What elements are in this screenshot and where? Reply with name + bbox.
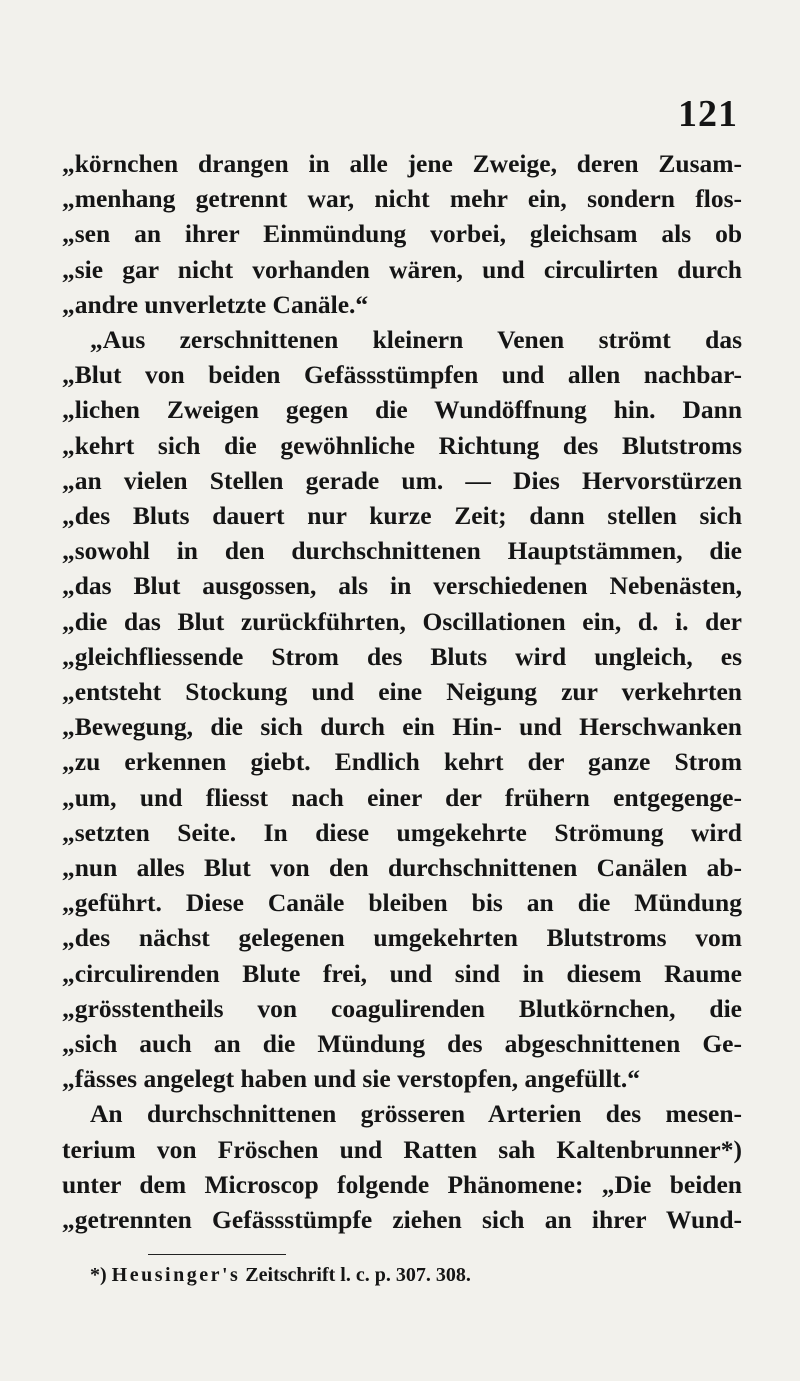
text-line: „des nächst gelegenen umgekehrten Blutstroms vom	[62, 923, 742, 953]
paragraph-start-line: An durchschnittenen grösseren Arterien des mesen-	[90, 1099, 742, 1129]
text-line: „körnchen drangen in alle jene Zweige, deren Zusam-	[62, 149, 742, 178]
text-line: „geführt. Diese Canäle bleiben bis an die Mündung	[62, 888, 742, 918]
body-text	[62, 146, 742, 1237]
footnote-divider	[148, 1254, 286, 1255]
text-line: unter dem Microscop folgende Phänomene: „Die beiden	[62, 1169, 742, 1199]
text-line: „die das Blut zurückführten, Oscillationen ein, d. i. der	[62, 606, 742, 636]
text-line: „sich auch an die Mündung des abgeschnittenen Ge-	[62, 1029, 742, 1059]
text-line: „sen an ihrer Einmündung vorbei, gleichsam als ob	[62, 219, 742, 249]
footnote-text: Zeitschrift l. c. p. 307. 308.	[245, 1264, 471, 1286]
page-number: 121	[678, 93, 738, 135]
text-line: „entsteht Stockung und eine Neigung zur verkehrten	[62, 677, 742, 707]
footnote-author: Heusinger's	[111, 1264, 241, 1286]
text-line: „menhang getrennt war, nicht mehr ein, sondern flos-	[62, 184, 742, 214]
text-line: „gleichfliessende Strom des Bluts wird ungleich, es	[62, 641, 742, 671]
footnote	[90, 1264, 471, 1287]
text-line: „zu erkennen giebt. Endlich kehrt der ganze Strom	[62, 747, 742, 777]
text-line: „sie gar nicht vorhanden wären, und circulirten durch	[62, 254, 742, 284]
text-line: „lichen Zweigen gegen die Wundöffnung hin. Dann	[62, 395, 742, 425]
text-line: „des Bluts dauert nur kurze Zeit; dann stellen sich	[62, 501, 742, 531]
text-line: „sowohl in den durchschnittenen Hauptstämmen, die	[62, 536, 742, 566]
text-line: „setzten Seite. In diese umgekehrte Strömung wird	[62, 817, 742, 847]
text-line: „um, und fliesst nach einer der frühern entgegenge-	[62, 782, 742, 812]
text-line: „das Blut ausgossen, als in verschiedenen Nebenästen,	[62, 571, 742, 601]
text-line: „fässes angelegt haben und sie verstopfen, angefüllt.“	[62, 1064, 641, 1094]
text-line: „circulirenden Blute frei, und sind in diesem Raume	[62, 958, 742, 988]
text-line: „an vielen Stellen gerade um. — Dies Hervorstürzen	[62, 465, 742, 495]
text-line: „getrennten Gefässstümpfe ziehen sich an ihrer Wund-	[62, 1205, 742, 1235]
text-line: „grösstentheils von coagulirenden Blutkörnchen, die	[62, 993, 742, 1023]
text-line: „kehrt sich die gewöhnliche Richtung des Blutstroms	[62, 430, 742, 460]
paragraph-start-line: „Aus zerschnittenen kleinern Venen strömt das	[90, 325, 742, 355]
text-line: „andre unverletzte Canäle.“	[62, 289, 369, 319]
text-line: „Bewegung, die sich durch ein Hin- und Herschwanken	[62, 712, 742, 742]
text-line: „nun alles Blut von den durchschnittenen Canälen ab-	[62, 853, 742, 883]
text-line: „Blut von beiden Gefässstümpfen und allen nachbar-	[62, 360, 742, 390]
text-line: terium von Fröschen und Ratten sah Kaltenbrunner*)	[62, 1134, 742, 1164]
footnote-marker: *)	[90, 1264, 107, 1286]
